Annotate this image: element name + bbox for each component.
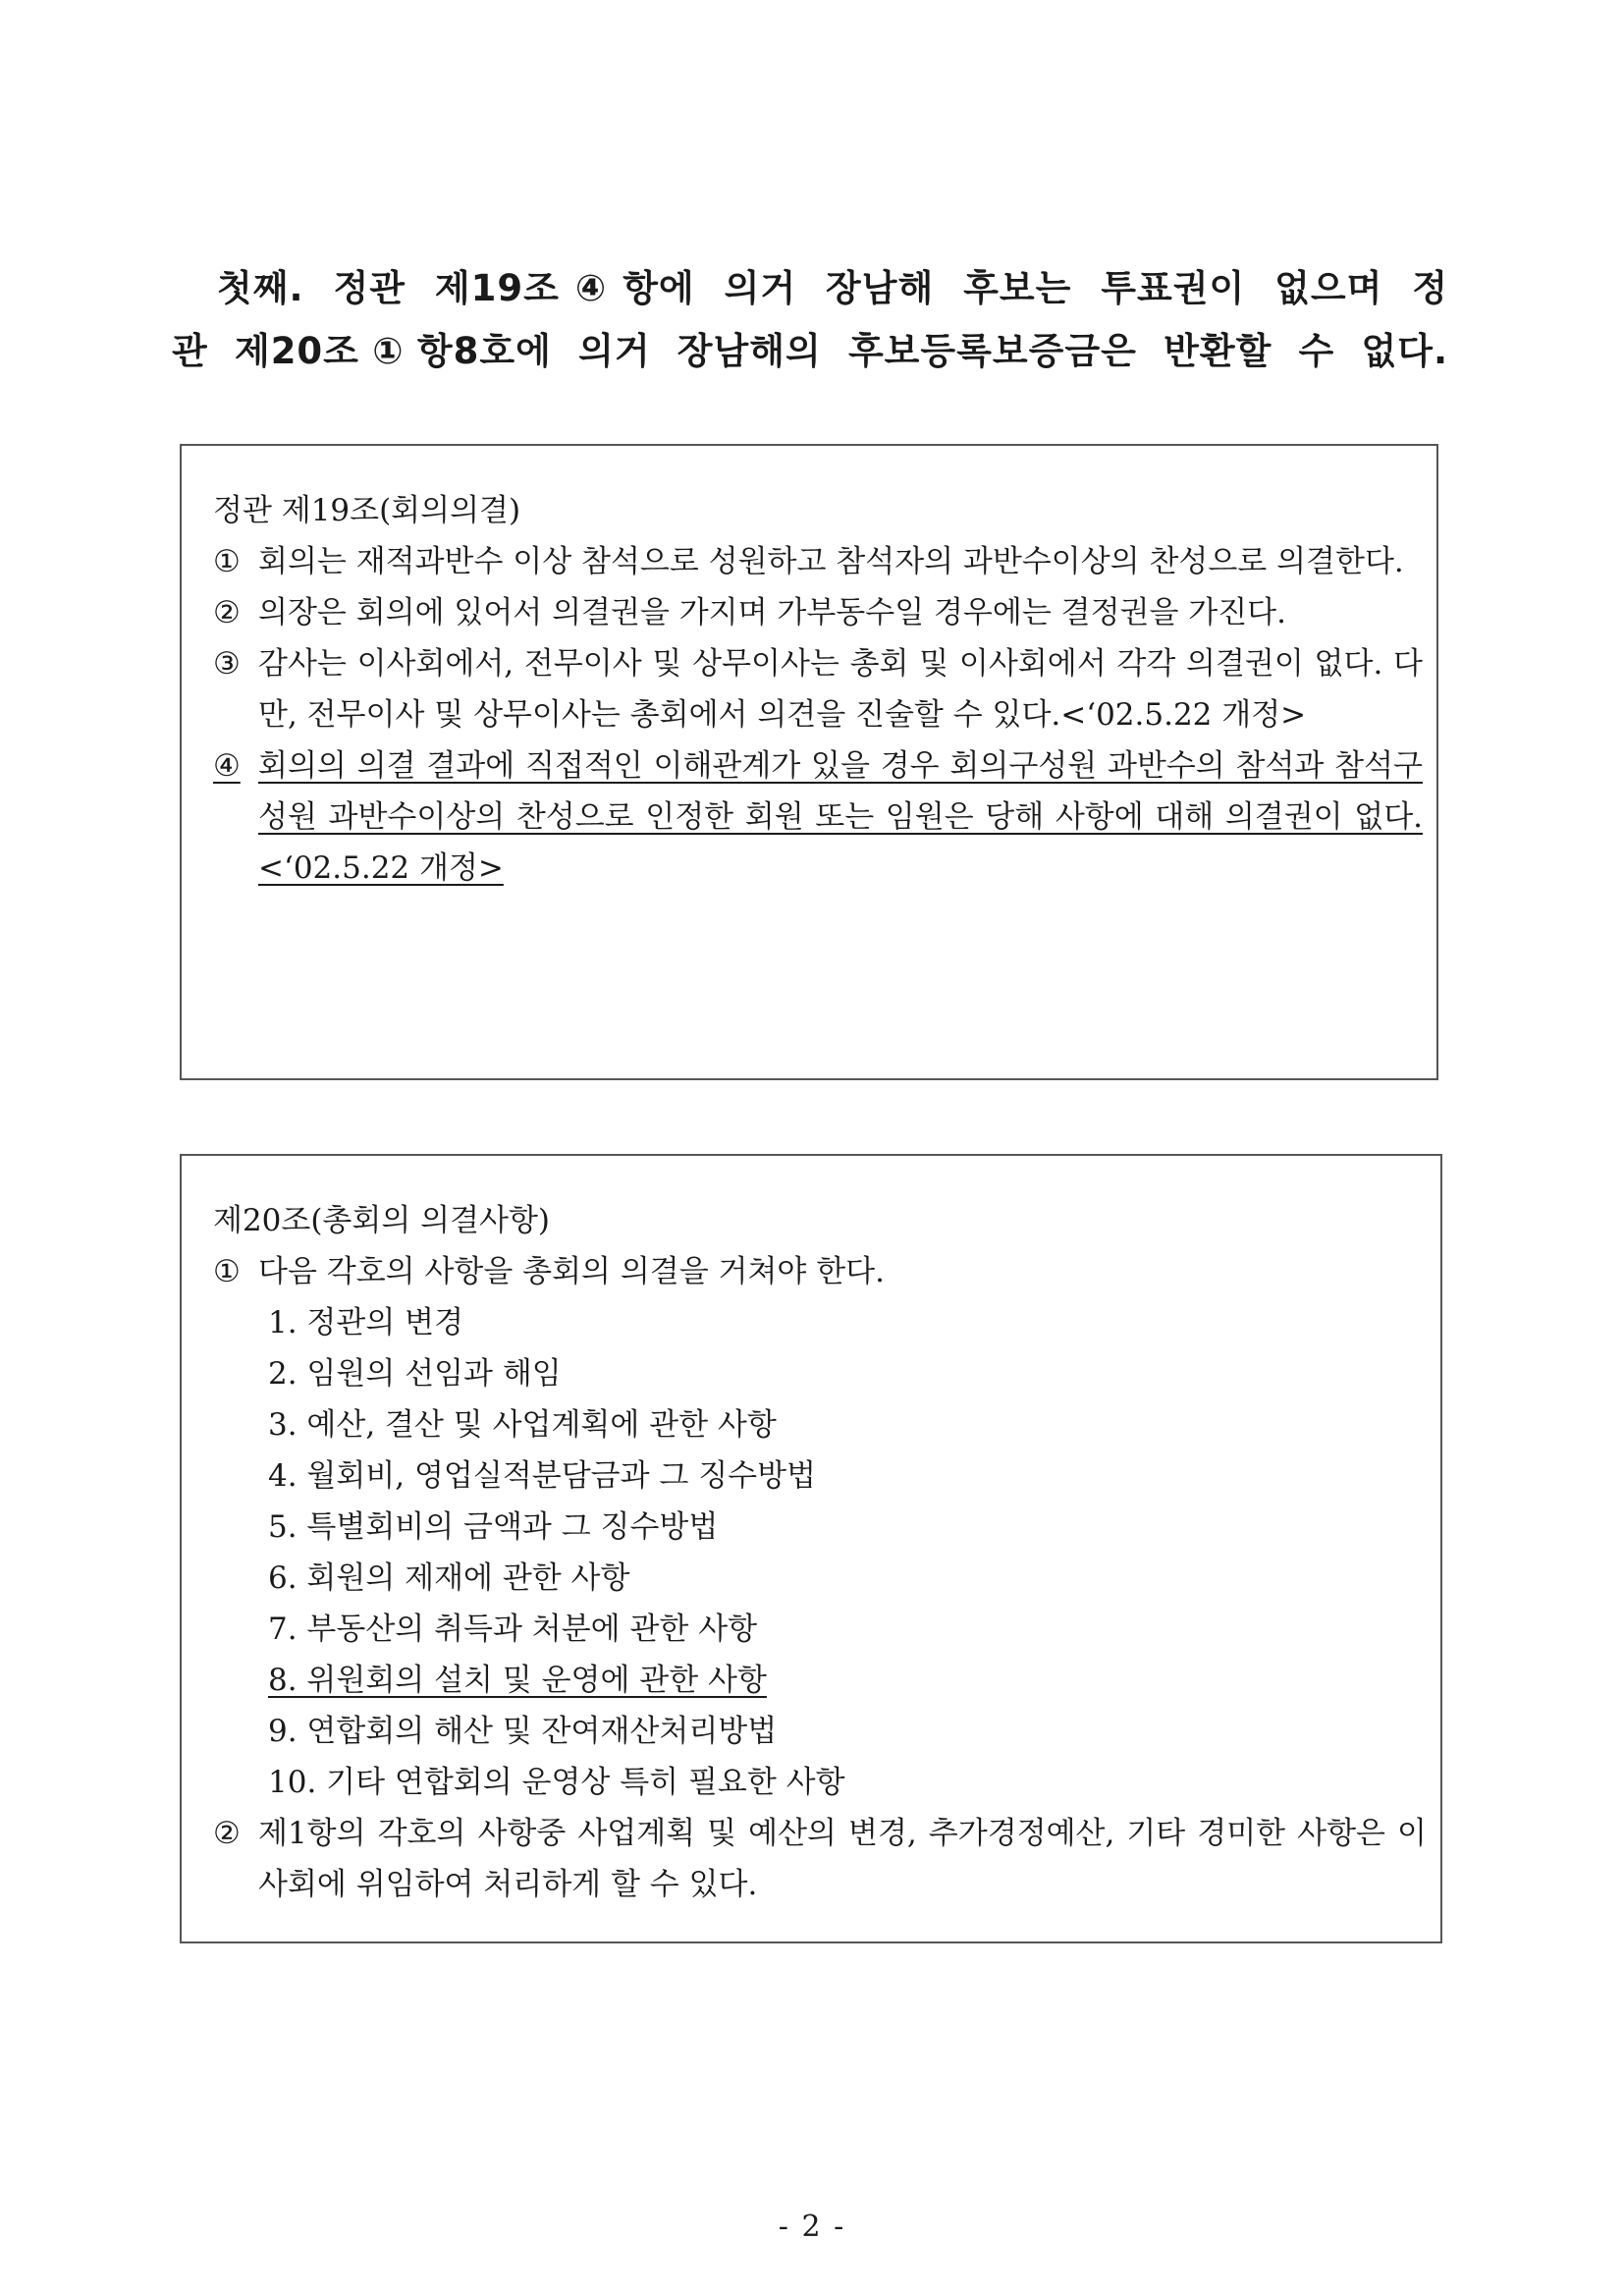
list-item: 1. 정관의 변경: [268, 1305, 464, 1340]
clause-marker: ④: [213, 748, 241, 784]
clause-text: 의장은 회의에 있어서 의결권을 가지며 가부동수일 경우에는 결정권을 가진다.: [258, 595, 1286, 630]
clause-text: 회의의 의결 결과에 직접적인 이해관계가 있을 경우 회의구성원 과반수의 참석과 참석구성원 과반수이상의 찬성으로 인정한 회원 또는 임원은 당해 사항에 대해 의결권이 없다.<‘02.5.22 개정>: [258, 748, 1423, 886]
article-20-title: 제20조(총회의 의결사항): [213, 1203, 551, 1238]
list-item: 8. 위원회의 설치 및 운영에 관한 사항: [268, 1663, 767, 1698]
clause-text: 제1항의 각호의 사항중 사업계획 및 예산의 변경, 추가경정예산, 기타 경미한 사항은 이사회에 위임하여 처리하게 할 수 있다.: [258, 1816, 1427, 1902]
general-meeting-items-list: [213, 1297, 1427, 1808]
list-item: 5. 특별회비의 금액과 그 징수방법: [268, 1509, 719, 1545]
clause-marker: ③: [213, 646, 241, 682]
article-19-clause-2: [213, 587, 1423, 638]
article-19-clause-3: [213, 638, 1423, 740]
article-20-clause-2: [213, 1808, 1427, 1910]
list-item: 2. 임원의 선임과 해임: [268, 1356, 562, 1392]
article-19-title: 정관 제19조(회의의결): [213, 493, 521, 528]
article-20-clause-1: [213, 1246, 1427, 1297]
clause-text: 감사는 이사회에서, 전무이사 및 상무이사는 총회 및 이사회에서 각각 의결권이 없다. 다만, 전무이사 및 상무이사는 총회에서 의견을 진술할 수 있다.<‘02.5.22 개정>: [258, 646, 1423, 733]
clause-marker: ②: [213, 1816, 241, 1851]
clause-marker: ①: [213, 1254, 241, 1289]
clause-text: 다음 각호의 사항을 총회의 의결을 거쳐야 한다.: [258, 1254, 885, 1289]
list-item: 9. 연합회의 해산 및 잔여재산처리방법: [268, 1714, 778, 1749]
list-item: 10. 기타 연합회의 운영상 특히 필요한 사항: [268, 1765, 845, 1800]
article-20-content: [213, 1195, 1427, 1910]
clause-marker: ②: [213, 595, 241, 630]
decision-heading: [172, 257, 1448, 383]
list-item: 7. 부동산의 취득과 처분에 관한 사항: [268, 1612, 758, 1647]
list-item: 6. 회원의 제재에 관한 사항: [268, 1560, 630, 1596]
article-19-clause-4: [213, 740, 1423, 894]
heading-line-2: 관 제20조①항8호에 의거 장남해의 후보등록보증금은 반환할 수 없다.: [172, 330, 1448, 372]
article-19-content: [213, 485, 1423, 894]
article-19-box: [180, 444, 1438, 1080]
page-number: - 2 -: [778, 2210, 846, 2244]
list-item: 4. 월회비, 영업실적분담금과 그 징수방법: [268, 1458, 816, 1494]
article-20-box: [180, 1154, 1442, 1943]
heading-line-1: 첫째. 정관 제19조④항에 의거 장남해 후보는 투표권이 없으며 정: [217, 267, 1448, 309]
clause-marker: ①: [213, 544, 241, 579]
clause-text: 회의는 재적과반수 이상 참석으로 성원하고 참석자의 과반수이상의 찬성으로 의결한다.: [258, 544, 1404, 579]
article-19-clause-1: [213, 536, 1423, 587]
list-item: 3. 예산, 결산 및 사업계획에 관한 사항: [268, 1407, 777, 1443]
